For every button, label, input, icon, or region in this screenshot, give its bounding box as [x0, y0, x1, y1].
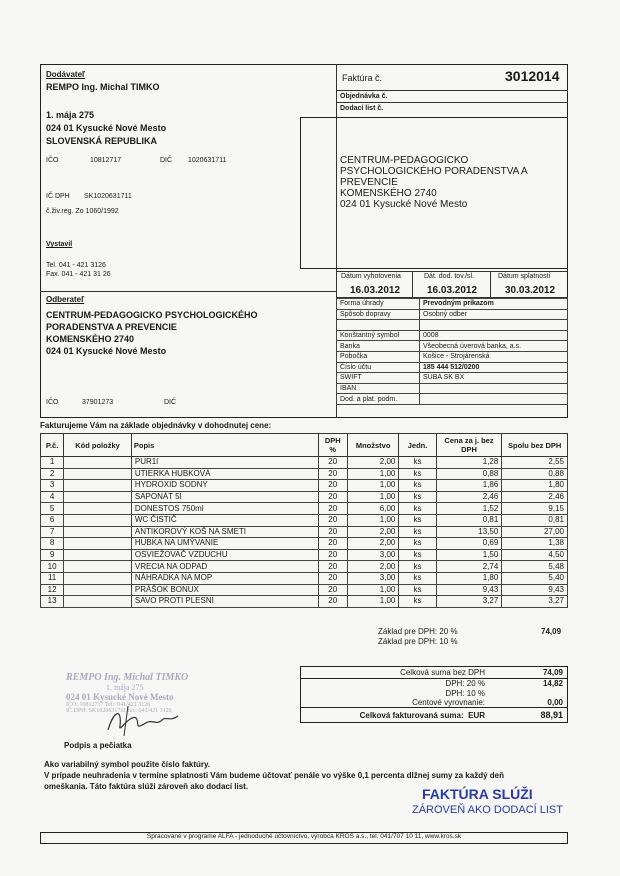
col-vat: DPH % — [318, 434, 347, 457]
item-total: 2,46 — [502, 491, 568, 503]
item-total: 4,50 — [502, 549, 568, 561]
item-no: 4 — [41, 491, 64, 503]
table-row — [41, 549, 568, 561]
signature — [100, 700, 190, 740]
table-row — [41, 561, 568, 573]
table-row — [41, 503, 568, 515]
item-quantity: 1,00 — [347, 468, 398, 480]
item-vat: 20 — [318, 468, 347, 480]
payment-row — [337, 373, 568, 384]
item-no: 7 — [41, 526, 64, 538]
item-no: 12 — [41, 584, 64, 596]
handwritten-note — [412, 786, 563, 816]
vat-base-20-value: 74,09 — [541, 627, 562, 636]
item-no: 5 — [41, 503, 64, 515]
payment-row — [337, 341, 568, 352]
supplier-name: REMPO Ing. Michal TIMKO — [46, 82, 160, 92]
order-label: Objednávka č. — [340, 93, 388, 100]
payment-row — [337, 309, 568, 320]
item-code — [64, 572, 132, 584]
item-price: 1,52 — [436, 503, 502, 515]
payment-value: SUBA SK BX — [420, 373, 568, 384]
payment-value — [420, 394, 568, 405]
supplier-ico: 10812717 — [90, 157, 122, 164]
payment-value — [420, 320, 568, 331]
item-price: 1,80 — [436, 572, 502, 584]
supplier-country: SLOVENSKÁ REPUBLIKA — [46, 136, 158, 146]
supplier-ico-label: IČO — [46, 157, 59, 164]
dates-divider-2 — [490, 271, 491, 297]
recipient-line-2: PSYCHOLOGICKÉHO PORADENSTVA A — [340, 166, 528, 177]
item-unit: ks — [399, 572, 436, 584]
grand-total-text: Celková fakturovaná suma: — [359, 710, 464, 720]
supplier-street: 1. mája 275 — [46, 110, 95, 120]
vat20-label: DPH: 20 % — [445, 679, 485, 688]
item-description: PUR1l — [131, 457, 318, 469]
item-price: 1,28 — [436, 457, 502, 469]
item-code — [64, 491, 132, 503]
item-vat: 20 — [318, 480, 347, 492]
footer-text: Spracované v programe ALFA - jednoduché účtovníctvo, výrobca KROS a.s., tel. 041/707 10 11, www.kros.sk — [146, 833, 462, 840]
due-date: 30.03.2012 — [505, 285, 556, 296]
grand-total-value: 88,91 — [540, 710, 563, 720]
item-unit: ks — [399, 549, 436, 561]
vat10-label: DPH: 10 % — [445, 688, 485, 698]
item-vat: 20 — [318, 457, 347, 469]
payment-label: Konštantný symbol — [337, 330, 420, 341]
customer-line-3: KOMENSKÉHO 2740 — [46, 334, 135, 344]
dates-top-line — [336, 271, 568, 272]
table-row — [41, 514, 568, 526]
item-no: 6 — [41, 514, 64, 526]
payment-row — [337, 330, 568, 341]
due-date-label: Dátum splatnosti — [498, 273, 551, 280]
item-total: 9,43 — [502, 584, 568, 596]
item-description: DONESTOS 750ml — [131, 503, 318, 515]
supplier-register: č.živ.reg. Zo 1060/1992 — [46, 208, 119, 215]
item-total: 5,48 — [502, 561, 568, 573]
item-code — [64, 596, 132, 608]
recipient-line-4: KOMENSKÉHO 2740 — [340, 188, 437, 199]
item-quantity: 2,00 — [347, 561, 398, 573]
currency: EUR — [468, 710, 485, 720]
payment-label: IBAN — [337, 383, 420, 394]
item-no: 10 — [41, 561, 64, 573]
item-unit: ks — [399, 561, 436, 573]
supplier-tel: Tel. 041 - 421 3126 — [46, 262, 106, 269]
item-price: 2,46 — [436, 491, 502, 503]
col-code: Kód položky — [64, 434, 132, 457]
item-unit: ks — [399, 526, 436, 538]
item-description: OSVIEŽOVAČ VZDUCHU — [131, 549, 318, 561]
item-code — [64, 514, 132, 526]
vat-base-10-label: Základ pre DPH: 10 % — [378, 637, 458, 646]
item-code — [64, 561, 132, 573]
item-quantity: 1,00 — [347, 480, 398, 492]
note-line-1: Ako variabilný symbol použite číslo faktúry. — [44, 760, 211, 769]
supplier-city: 024 01 Kysucké Nové Mesto — [46, 123, 167, 133]
payment-row — [337, 351, 568, 362]
payment-row — [337, 394, 568, 405]
item-description: UTIERKA HUBKOVÁ — [131, 468, 318, 480]
payment-label: Spôsob dopravy — [337, 309, 420, 320]
item-no: 11 — [41, 572, 64, 584]
item-code — [64, 480, 132, 492]
stamp-line-3: 024 01 Kysucké Nové Mesto — [66, 692, 174, 702]
payment-value — [420, 383, 568, 394]
item-unit: ks — [399, 538, 436, 550]
totals-table — [300, 666, 568, 723]
item-description: SAPONÁT 5l — [131, 491, 318, 503]
payment-label: Číslo účtu — [337, 362, 420, 373]
item-vat: 20 — [318, 526, 347, 538]
payment-label: Banka — [337, 341, 420, 352]
item-code — [64, 503, 132, 515]
table-row — [41, 584, 568, 596]
item-price: 13,50 — [436, 526, 502, 538]
item-unit: ks — [399, 514, 436, 526]
item-quantity: 6,00 — [347, 503, 398, 515]
stamp-line-4: IČO: 10812717 Tel.: 041/421 3126 — [66, 702, 151, 708]
payment-label: SWIFT — [337, 373, 420, 384]
item-unit: ks — [399, 503, 436, 515]
item-vat: 20 — [318, 584, 347, 596]
item-price: 0,81 — [436, 514, 502, 526]
item-total: 0,81 — [502, 514, 568, 526]
issued-by-heading: Vystavil — [46, 241, 73, 248]
item-total: 2,55 — [502, 457, 568, 469]
customer-line-2: PORADENSTVA A PREVENCIE — [46, 322, 177, 332]
item-quantity: 2,00 — [347, 538, 398, 550]
stamp-line-5: IČ DPH: SK1020631711 fax: 041/421 3126 — [66, 708, 172, 714]
item-quantity: 1,00 — [347, 596, 398, 608]
item-no: 8 — [41, 538, 64, 550]
table-row — [41, 596, 568, 608]
col-qty: Množstvo — [347, 434, 398, 457]
item-code — [64, 457, 132, 469]
payment-row — [337, 299, 568, 310]
items-table — [40, 433, 568, 608]
item-total: 1,80 — [502, 480, 568, 492]
item-price: 1,86 — [436, 480, 502, 492]
customer-line-1: CENTRUM-PEDAGOGICKO PSYCHOLOGICKÉHO — [46, 310, 258, 320]
item-quantity: 1,00 — [347, 491, 398, 503]
customer-line-4: 024 01 Kysucké Nové Mesto — [46, 346, 167, 356]
payment-label: Pobočka — [337, 351, 420, 362]
payment-value: Košice - Strojárenská — [420, 351, 568, 362]
item-price: 2,74 — [436, 561, 502, 573]
item-quantity: 3,00 — [347, 572, 398, 584]
item-price: 0,88 — [436, 468, 502, 480]
payment-row — [337, 383, 568, 394]
item-total: 27,00 — [502, 526, 568, 538]
item-unit: ks — [399, 491, 436, 503]
payment-value: Prevodným príkazom — [420, 299, 568, 310]
customer-heading: Odberateľ — [46, 295, 85, 304]
item-vat: 20 — [318, 491, 347, 503]
item-vat: 20 — [318, 561, 347, 573]
item-description: HYDROXID SODNY — [131, 480, 318, 492]
recipient-line-3: PREVENCIE — [340, 177, 398, 188]
item-vat: 20 — [318, 549, 347, 561]
stamp-line-2: 1. mája 275 — [106, 683, 144, 692]
item-vat: 20 — [318, 538, 347, 550]
item-total: 9,15 — [502, 503, 568, 515]
invoice-line-2 — [336, 102, 568, 103]
item-no: 9 — [41, 549, 64, 561]
customer-ico-label: IČO — [46, 399, 59, 406]
item-vat: 20 — [318, 572, 347, 584]
supplier-dic-label: DIČ — [160, 157, 173, 164]
supplier-icdph: SK1020631711 — [84, 193, 132, 200]
table-row — [41, 538, 568, 550]
item-no: 2 — [41, 468, 64, 480]
invoice-number-label: Faktúra č. — [342, 73, 383, 83]
payment-label: Dod. a plat. podm. — [337, 394, 420, 405]
table-row — [41, 526, 568, 538]
item-vat: 20 — [318, 503, 347, 515]
vat10-value — [489, 688, 568, 698]
item-quantity: 2,00 — [347, 526, 398, 538]
item-quantity: 2,00 — [347, 457, 398, 469]
items-intro: Fakturujeme Vám na základe objednávky v dohodnutej cene: — [40, 421, 272, 430]
col-unit: Jedn. — [399, 434, 436, 457]
item-description: SAVO PROTI PLESNI — [131, 596, 318, 608]
invoice-number: 3012014 — [505, 68, 560, 84]
issue-date: 16.03.2012 — [350, 285, 401, 296]
handwritten-line-2: ZÁROVEŇ AKO DODACÍ LIST — [412, 804, 563, 816]
item-total: 3,27 — [502, 596, 568, 608]
stamp-line-1: REMPO Ing. Michal TIMKO — [66, 672, 189, 683]
supplier-fax: Fax. 041 - 421 31 26 — [46, 271, 111, 278]
recipient-line-1: CENTRUM-PEDAGOGICKO — [340, 155, 469, 166]
item-code — [64, 468, 132, 480]
item-total: 1,38 — [502, 538, 568, 550]
item-code — [64, 538, 132, 550]
table-row — [41, 457, 568, 469]
table-row — [41, 491, 568, 503]
supply-date: 16.03.2012 — [427, 285, 478, 296]
handwritten-line-1: FAKTÚRA SLÚŽI — [422, 786, 533, 802]
item-price: 9,43 — [436, 584, 502, 596]
grand-total-label — [301, 708, 490, 723]
item-description: PRÁŠOK BONUX — [131, 584, 318, 596]
issue-date-label: Dátum vyhotovenia — [341, 273, 401, 280]
item-no: 1 — [41, 457, 64, 469]
item-total: 0,88 — [502, 468, 568, 480]
customer-ico: 37901273 — [82, 399, 114, 406]
item-price: 3,27 — [436, 596, 502, 608]
vat-base-20-label: Základ pre DPH: 20 % — [378, 627, 458, 636]
item-description: HUBKA NA UMÝVANIE — [131, 538, 318, 550]
rounding-label: Centové vyrovnanie: — [301, 698, 490, 708]
payment-label: Forma úhrady — [337, 299, 420, 310]
item-code — [64, 526, 132, 538]
item-description: ANTIKOROVÝ KOŠ NA SMETI — [131, 526, 318, 538]
signature-label: Podpis a pečiatka — [64, 741, 132, 750]
payment-value: 0008 — [420, 330, 568, 341]
table-row — [41, 480, 568, 492]
payment-row — [337, 362, 568, 373]
supplier-icdph-label: IČ DPH — [46, 193, 70, 200]
delivery-note-label: Dodací list č. — [340, 105, 384, 112]
item-unit: ks — [399, 596, 436, 608]
item-description: VRECIA NA ODPAD — [131, 561, 318, 573]
supply-date-label: Dát. dod. tov./sl. — [424, 273, 475, 280]
payment-details-table — [336, 298, 568, 405]
item-quantity: 3,00 — [347, 549, 398, 561]
customer-top-line — [40, 291, 336, 292]
col-price: Cena za j. bez DPH — [436, 434, 502, 457]
item-code — [64, 584, 132, 596]
dates-divider-1 — [412, 271, 413, 297]
payment-value: Všeobecná úverová banka, a.s. — [420, 341, 568, 352]
item-no: 3 — [41, 480, 64, 492]
customer-dic-label: DIČ — [164, 399, 177, 406]
item-code — [64, 549, 132, 561]
recipient-line-5: 024 01 Kysucké Nové Mesto — [340, 199, 468, 210]
item-unit: ks — [399, 468, 436, 480]
payment-row — [337, 320, 568, 331]
table-row — [41, 572, 568, 584]
item-unit: ks — [399, 480, 436, 492]
table-row — [41, 468, 568, 480]
item-vat: 20 — [318, 514, 347, 526]
supplier-dic: 1020631711 — [188, 157, 227, 164]
col-desc: Popis — [131, 434, 318, 457]
net-value: 74,09 — [489, 667, 568, 679]
item-price: 1,50 — [436, 549, 502, 561]
note-line-2: V prípade neuhradenia v termíne splatnosti Vám budeme účtovať penále vo výške 0,1 percenta dlžnej sumy za každý deň — [44, 771, 504, 780]
item-price: 0,69 — [436, 538, 502, 550]
item-total: 5,40 — [502, 572, 568, 584]
item-quantity: 1,00 — [347, 584, 398, 596]
item-unit: ks — [399, 457, 436, 469]
payment-label — [337, 320, 420, 331]
item-no: 13 — [41, 596, 64, 608]
item-description: WC ČISTIČ — [131, 514, 318, 526]
vat20-value: 14,82 — [542, 679, 563, 688]
net-label: Celková suma bez DPH — [301, 667, 490, 679]
col-pc: P.č. — [41, 434, 64, 457]
payment-value: 185 444 512/0200 — [420, 362, 568, 373]
rounding-value: 0,00 — [489, 698, 568, 708]
invoice-line-1 — [336, 90, 568, 91]
item-unit: ks — [399, 584, 436, 596]
item-vat: 20 — [318, 596, 347, 608]
item-description: NÁHRADKA NA MOP — [131, 572, 318, 584]
note-line-3: omeškania. Táto faktúra slúži zároveň ako dodací list. — [44, 782, 249, 791]
col-total: Spolu bez DPH — [502, 434, 568, 457]
supplier-heading: Dodávateľ — [46, 70, 86, 79]
item-quantity: 1,00 — [347, 514, 398, 526]
payment-value: Osobný odber — [420, 309, 568, 320]
